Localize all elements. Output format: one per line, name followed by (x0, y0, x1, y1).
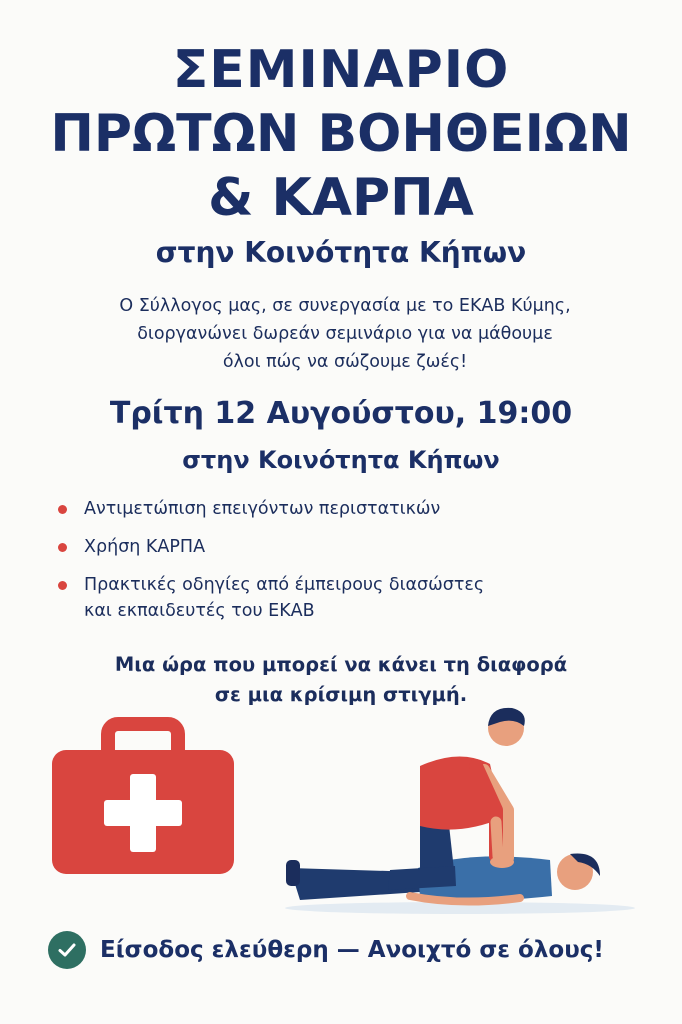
bullet-dot-icon (58, 505, 67, 514)
intro-paragraph (60, 292, 630, 376)
first-aid-kit-icon (50, 716, 236, 876)
intro-line-3: όλοι πώς να σώζουμε ζωές! (222, 352, 468, 372)
tagline-line-1: Μια ώρα που μπορεί να κάνει τη διαφορά (114, 653, 568, 676)
title-line-2: ΠΡΩΤΩΝ ΒΟΗΘΕΙΩΝ (50, 104, 632, 164)
event-place: στην Κοινότητα Κήπων (182, 446, 500, 474)
bullet-dot-icon (58, 543, 67, 552)
list-item (56, 572, 616, 624)
bullet-dot-icon (58, 581, 67, 590)
footer-banner (48, 930, 604, 970)
title-line-1: ΣΕΜΙΝΑΡΙΟ (172, 40, 510, 100)
intro-line-1: Ο Σύλλογος μας, σε συνεργασία με το ΕΚΑΒ Κύμης, (119, 296, 571, 316)
subtitle: στην Κοινότητα Κήπων (155, 236, 527, 269)
list-item (56, 496, 616, 522)
title-line-3: & ΚΑΡΠΑ (208, 168, 474, 228)
intro-line-2: διοργανώνει δωρεάν σεμινάριο για να μάθουμε (137, 324, 553, 344)
topic-text: Χρήση ΚΑΡΠΑ (84, 537, 206, 557)
tagline-line-2: σε μια κρίσιμη στιγμή. (214, 683, 468, 706)
list-item (56, 534, 616, 560)
topic-text: Αντιμετώπιση επειγόντων περιστατικών (84, 499, 441, 519)
cpr-illustration (270, 700, 640, 920)
topic-text-continued: και εκπαιδευτές του ΕΚΑΒ (84, 601, 315, 621)
event-date: Τρίτη 12 Αυγούστου, 19:00 (109, 396, 573, 431)
footer-text: Είσοδος ελεύθερη — Ανοιχτό σε όλους! (100, 937, 604, 963)
check-circle-icon (48, 931, 86, 969)
topics-list (56, 496, 616, 636)
topic-text: Πρακτικές οδηγίες από έμπειρους διασώστες (84, 575, 485, 595)
